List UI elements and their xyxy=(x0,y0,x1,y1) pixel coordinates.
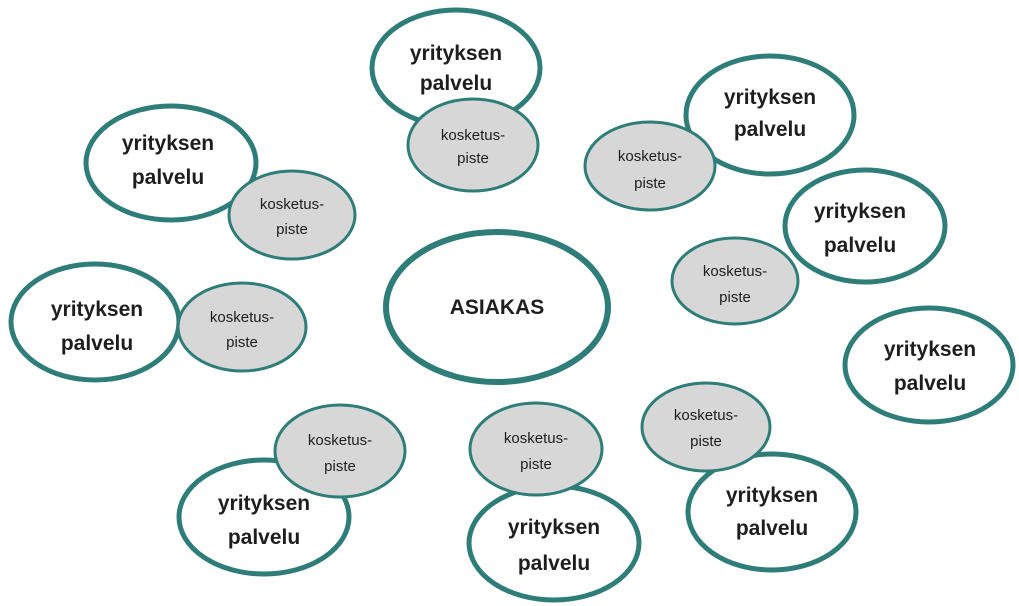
service-node xyxy=(469,486,639,600)
service-group xyxy=(845,308,1013,422)
touchpoint-node xyxy=(642,383,770,471)
touchpoint-node xyxy=(672,238,798,324)
touchpoint-label-line1: kosketus- xyxy=(673,407,739,424)
touchpoint-label-line2: piste xyxy=(457,150,489,167)
touchpoint-node xyxy=(229,171,355,259)
service-group xyxy=(672,170,945,324)
touchpoint-node xyxy=(178,283,306,371)
touchpoint-label-line2: piste xyxy=(226,334,258,351)
touchpoint-label-line1: kosketus- xyxy=(503,430,569,447)
customer-label: ASIAKAS xyxy=(449,296,545,319)
touchpoint-label-line2: piste xyxy=(520,456,552,473)
touchpoint-label-line1: kosketus- xyxy=(440,127,506,144)
service-label-line2: palvelu xyxy=(893,372,967,395)
touchpoint-label-line2: piste xyxy=(690,433,722,450)
service-node xyxy=(11,264,179,380)
service-group xyxy=(11,264,306,380)
service-node xyxy=(785,170,945,282)
touchpoint-label-line2: piste xyxy=(719,289,751,306)
service-label-line1: yrityksen xyxy=(883,338,977,361)
touchpoint-label-line2: piste xyxy=(324,458,356,475)
touchpoint-label-line1: kosketus- xyxy=(702,263,768,280)
service-label-line1: yrityksen xyxy=(725,484,819,507)
service-label-line2: palvelu xyxy=(60,332,134,355)
touchpoint-label-line2: piste xyxy=(276,221,308,238)
service-group xyxy=(372,10,540,191)
service-label-line2: palvelu xyxy=(735,517,809,540)
service-group xyxy=(469,403,639,600)
service-label-line1: yrityksen xyxy=(507,516,601,539)
touchpoint-label-line1: kosketus- xyxy=(259,196,325,213)
service-label-line2: palvelu xyxy=(227,526,301,549)
service-label-line2: palvelu xyxy=(733,118,807,141)
service-group xyxy=(642,383,856,570)
service-label-line2: palvelu xyxy=(517,552,591,575)
touchpoint-node xyxy=(408,99,538,191)
service-group xyxy=(179,405,405,574)
touchpoint-node xyxy=(585,122,715,210)
service-label-line2: palvelu xyxy=(131,166,205,189)
touchpoint-label-line2: piste xyxy=(634,175,666,192)
service-label-line2: palvelu xyxy=(823,234,897,257)
touchpoint-node xyxy=(470,403,602,495)
customer-node xyxy=(386,232,608,382)
touchpoint-label-line1: kosketus- xyxy=(307,432,373,449)
touchpoint-label-line1: kosketus- xyxy=(617,148,683,165)
service-label-line1: yrityksen xyxy=(121,132,215,155)
touchpoint-node xyxy=(275,405,405,497)
service-label-line1: yrityksen xyxy=(813,200,907,223)
service-node xyxy=(845,308,1013,422)
touchpoint-label-line1: kosketus- xyxy=(209,309,275,326)
service-label-line1: yrityksen xyxy=(217,492,311,515)
service-label-line1: yrityksen xyxy=(50,298,144,321)
service-label-line1: yrityksen xyxy=(409,42,503,65)
service-label-line2: palvelu xyxy=(419,72,493,95)
service-group xyxy=(86,106,355,259)
service-label-line1: yrityksen xyxy=(723,86,817,109)
